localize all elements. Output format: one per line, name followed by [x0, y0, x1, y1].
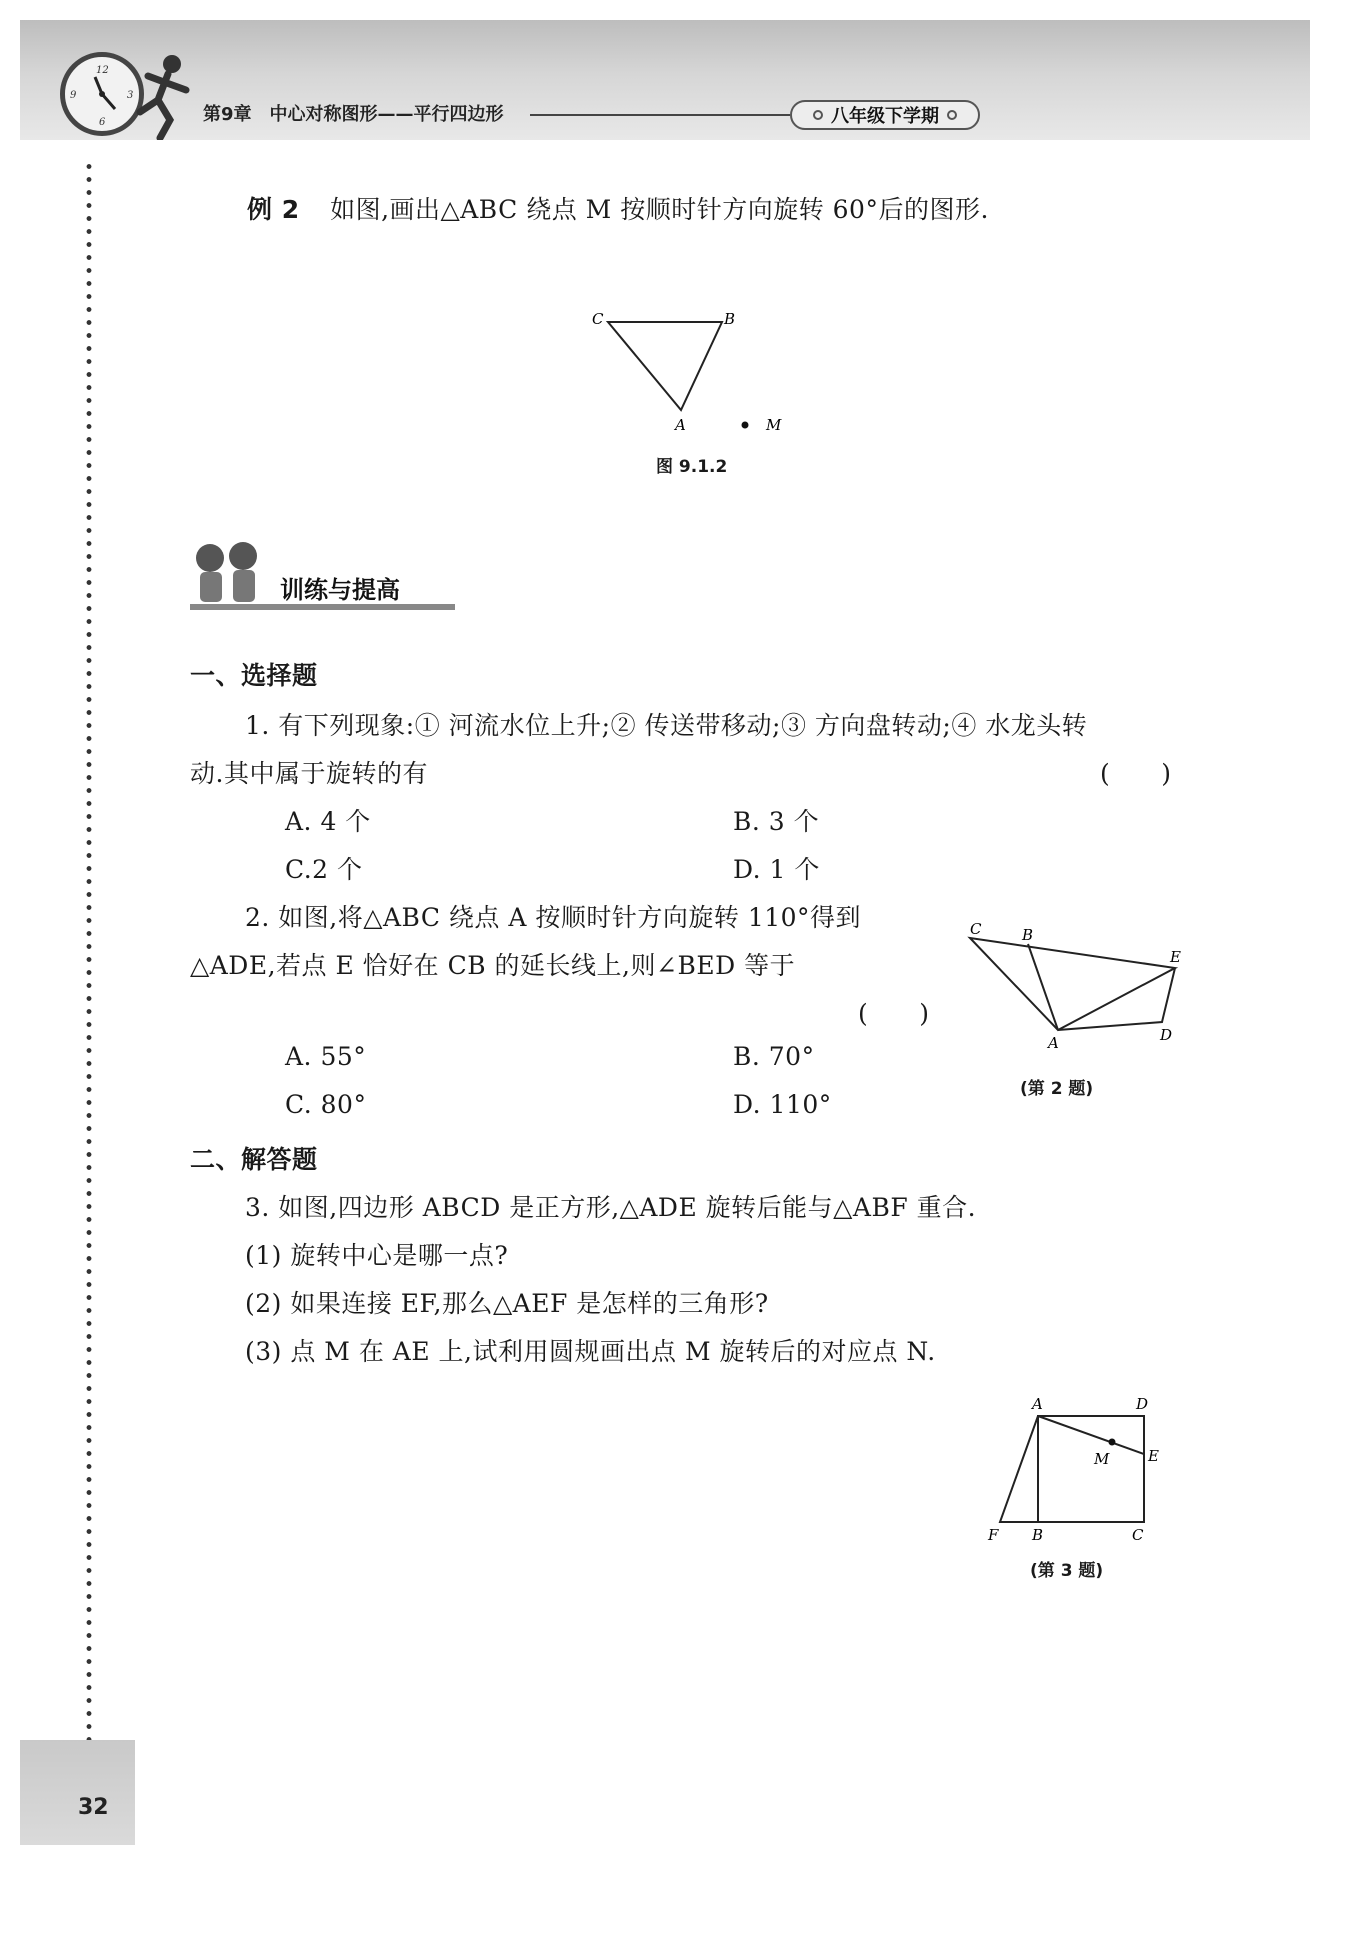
chapter-title: 第9章 中心对称图形——平行四边形	[203, 104, 504, 125]
triangle-abc	[608, 322, 722, 410]
point-label-m: M	[766, 416, 782, 434]
q3-line1: 3. 如图,四边形 ABCD 是正方形,△ADE 旋转后能与△ABF 重合.	[245, 1193, 977, 1222]
grade-text: 八年级下学期	[831, 106, 939, 127]
example-label: 例 2	[247, 195, 300, 224]
part2-heading: 二、解答题	[190, 1145, 318, 1174]
figure-q2	[960, 918, 1200, 1058]
square-abcd	[1038, 1416, 1144, 1522]
page-number-tab	[20, 1740, 135, 1845]
part1-heading: 一、选择题	[190, 661, 318, 690]
point-m	[742, 422, 749, 429]
svg-text:6: 6	[99, 117, 106, 128]
q3-sub2: (2) 如果连接 EF,那么△AEF 是怎样的三角形?	[245, 1289, 769, 1318]
example-line	[247, 190, 989, 226]
point-label-e: E	[1148, 1447, 1159, 1465]
example-text: 如图,画出△ABC 绕点 M 按顺时针方向旋转 60°后的图形.	[330, 195, 989, 224]
q1-answer-paren: ( )	[1100, 759, 1172, 788]
q1-option-c: C.2 个	[285, 855, 363, 884]
figure-q3	[970, 1392, 1170, 1542]
q1-line2: 动.其中属于旋转的有	[190, 759, 428, 788]
point-label-b: B	[1022, 926, 1034, 944]
point-label-m: M	[1094, 1450, 1110, 1468]
q2-line1: 2. 如图,将△ABC 绕点 A 按顺时针方向旋转 110°得到	[245, 903, 862, 932]
segment-ae	[1038, 1416, 1144, 1454]
point-label-a: A	[675, 416, 686, 434]
point-label-e: E	[1170, 948, 1181, 966]
point-label-a: A	[1048, 1034, 1059, 1052]
triangle-cea	[970, 938, 1175, 1030]
point-label-f: F	[988, 1526, 999, 1542]
point-label-b: B	[724, 310, 736, 328]
q1-option-a: A. 4 个	[285, 807, 371, 836]
q1-line1: 1. 有下列现象:① 河流水位上升;② 传送带移动;③ 方向盘转动;④ 水龙头转	[245, 711, 1088, 740]
q2-option-c: C. 80°	[285, 1090, 367, 1119]
segment-ba	[1028, 944, 1058, 1030]
figure-9-1-2	[580, 300, 800, 440]
runner-icon	[130, 50, 200, 140]
segment-a-f-b	[1000, 1416, 1038, 1522]
point-label-b: B	[1032, 1526, 1044, 1542]
point-label-d: D	[1136, 1395, 1149, 1413]
q1-option-b: B. 3 个	[733, 807, 820, 836]
q1-option-d: D. 1 个	[733, 855, 820, 884]
grade-label	[790, 100, 980, 130]
q2-answer-paren: ( )	[858, 999, 930, 1028]
margin-dotted-line	[86, 160, 92, 1740]
figure-caption: 图 9.1.2	[656, 457, 728, 477]
point-label-d: D	[1160, 1026, 1173, 1044]
circle-icon	[813, 110, 823, 120]
q2-option-b: B. 70°	[733, 1042, 815, 1071]
q2-option-a: A. 55°	[285, 1042, 367, 1071]
header-rule	[530, 114, 790, 116]
q3-figure-caption: (第 3 题)	[1030, 1561, 1104, 1581]
point-label-a: A	[1032, 1395, 1043, 1413]
svg-text:3: 3	[127, 90, 134, 101]
q2-line2: △ADE,若点 E 恰好在 CB 的延长线上,则∠BED 等于	[190, 951, 796, 980]
section-banner-title: 训练与提高	[280, 576, 400, 604]
q2-option-d: D. 110°	[733, 1090, 832, 1119]
svg-text:12: 12	[96, 65, 109, 76]
q2-figure-caption: (第 2 题)	[1020, 1079, 1094, 1099]
point-label-c: C	[970, 920, 982, 938]
q3-sub1: (1) 旋转中心是哪一点?	[245, 1241, 509, 1270]
page-number: 32	[78, 1795, 109, 1820]
q3-sub3: (3) 点 M 在 AE 上,试利用圆规画出点 M 旋转后的对应点 N.	[245, 1337, 936, 1366]
point-label-c: C	[1132, 1526, 1144, 1542]
svg-text:9: 9	[70, 90, 77, 101]
point-m	[1109, 1439, 1116, 1446]
point-label-c: C	[592, 310, 604, 328]
circle-icon	[947, 110, 957, 120]
